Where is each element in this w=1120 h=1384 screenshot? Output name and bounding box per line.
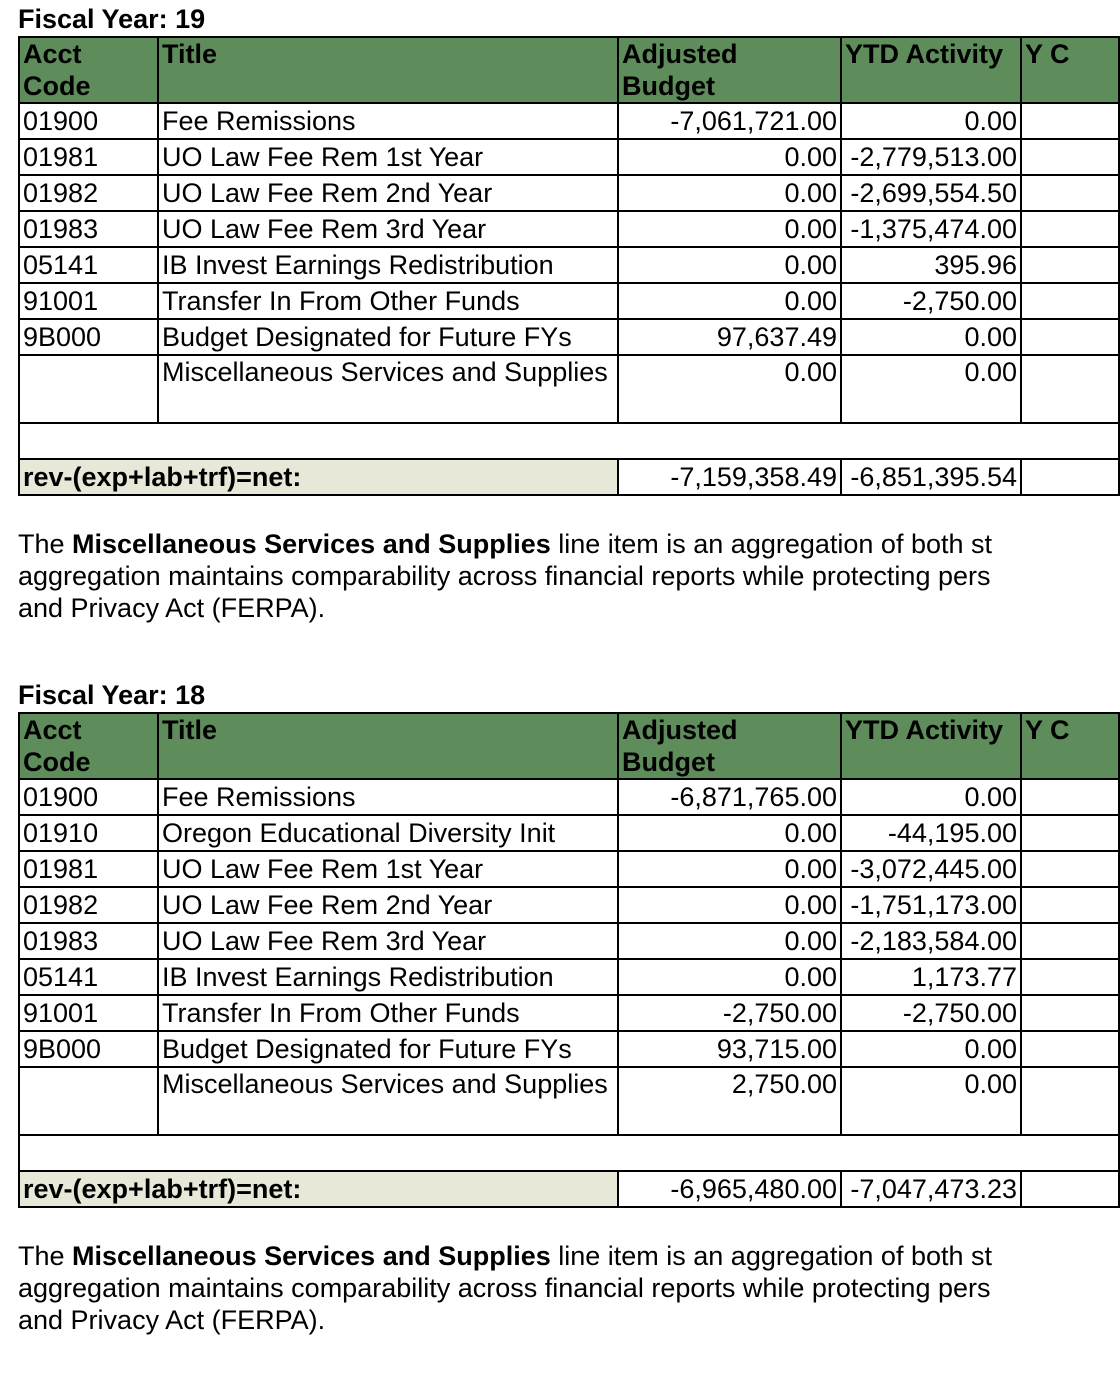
table-row bbox=[19, 887, 1119, 923]
fy19-table bbox=[18, 36, 1120, 496]
ytd-activity-cell: 0.00 bbox=[841, 1067, 1021, 1135]
note-prefix: The bbox=[18, 1241, 73, 1271]
table-row bbox=[19, 319, 1119, 355]
header-extra: Y C bbox=[1021, 37, 1119, 103]
note-bold: Miscellaneous Services and Supplies bbox=[72, 529, 551, 559]
note-line2: aggregation maintains comparability across financial reports while protecting pers bbox=[18, 1273, 991, 1303]
note-prefix: The bbox=[18, 529, 73, 559]
ytd-activity-cell: -1,751,173.00 bbox=[841, 887, 1021, 923]
ytd-activity-cell: -2,750.00 bbox=[841, 283, 1021, 319]
fy19-body bbox=[19, 103, 1119, 495]
acct-code-cell bbox=[19, 1067, 158, 1135]
header-adjusted-budget: Adjusted Budget bbox=[618, 37, 841, 103]
adjusted-budget-cell: 0.00 bbox=[618, 211, 841, 247]
note-suffix: line item is an aggregation of both st bbox=[550, 1241, 993, 1271]
ytd-activity-cell: 0.00 bbox=[841, 355, 1021, 423]
misc-row bbox=[19, 1067, 1119, 1135]
title-cell: UO Law Fee Rem 1st Year bbox=[158, 851, 618, 887]
table-row bbox=[19, 103, 1119, 139]
ytd-activity-cell: -2,779,513.00 bbox=[841, 139, 1021, 175]
acct-code-cell: 01982 bbox=[19, 175, 158, 211]
total-row bbox=[19, 1171, 1119, 1207]
extra-cell bbox=[1021, 355, 1119, 423]
header-title: Title bbox=[158, 37, 618, 103]
ytd-activity-cell: -2,183,584.00 bbox=[841, 923, 1021, 959]
acct-code-cell: 05141 bbox=[19, 247, 158, 283]
note-bold: Miscellaneous Services and Supplies bbox=[72, 1241, 551, 1271]
title-cell: UO Law Fee Rem 1st Year bbox=[158, 139, 618, 175]
extra-cell bbox=[1021, 815, 1119, 851]
note-line3: and Privacy Act (FERPA). bbox=[18, 1305, 326, 1335]
adjusted-budget-cell: 0.00 bbox=[618, 283, 841, 319]
adjusted-budget-cell: 0.00 bbox=[618, 959, 841, 995]
extra-cell bbox=[1021, 283, 1119, 319]
ytd-activity-cell: 1,173.77 bbox=[841, 959, 1021, 995]
title-cell: IB Invest Earnings Redistribution bbox=[158, 959, 618, 995]
ytd-activity-cell: 0.00 bbox=[841, 319, 1021, 355]
title-cell: Fee Remissions bbox=[158, 103, 618, 139]
total-label: rev-(exp+lab+trf)=net: bbox=[19, 1171, 618, 1207]
extra-cell bbox=[1021, 1031, 1119, 1067]
spacer-row bbox=[19, 1135, 1119, 1171]
table-row bbox=[19, 247, 1119, 283]
ytd-activity-cell: -3,072,445.00 bbox=[841, 851, 1021, 887]
extra-cell bbox=[1021, 319, 1119, 355]
adjusted-budget-cell: 0.00 bbox=[618, 923, 841, 959]
title-cell: Oregon Educational Diversity Init bbox=[158, 815, 618, 851]
acct-code-cell: 01982 bbox=[19, 887, 158, 923]
table-row bbox=[19, 139, 1119, 175]
title-cell: Miscellaneous Services and Supplies bbox=[158, 1067, 618, 1135]
note-line3: and Privacy Act (FERPA). bbox=[18, 593, 326, 623]
title-cell: Fee Remissions bbox=[158, 779, 618, 815]
table-row bbox=[19, 851, 1119, 887]
extra-cell bbox=[1021, 923, 1119, 959]
note-suffix: line item is an aggregation of both st bbox=[550, 529, 993, 559]
header-acct-code: Acct Code bbox=[19, 37, 158, 103]
acct-code-cell: 01983 bbox=[19, 923, 158, 959]
fy18-body bbox=[19, 779, 1119, 1207]
adjusted-budget-cell: 0.00 bbox=[618, 139, 841, 175]
header-ytd-activity: YTD Activity bbox=[841, 37, 1021, 103]
extra-cell bbox=[1021, 995, 1119, 1031]
acct-code-cell: 01981 bbox=[19, 851, 158, 887]
ytd-activity-cell: 395.96 bbox=[841, 247, 1021, 283]
acct-code-cell: 91001 bbox=[19, 995, 158, 1031]
acct-code-cell: 9B000 bbox=[19, 1031, 158, 1067]
ytd-activity-cell: 0.00 bbox=[841, 103, 1021, 139]
adjusted-budget-cell: 0.00 bbox=[618, 355, 841, 423]
table-row bbox=[19, 283, 1119, 319]
spacer-row bbox=[19, 423, 1119, 459]
total-row bbox=[19, 459, 1119, 495]
fy18-table bbox=[18, 712, 1120, 1208]
extra-cell bbox=[1021, 175, 1119, 211]
acct-code-cell: 01910 bbox=[19, 815, 158, 851]
extra-cell bbox=[1021, 247, 1119, 283]
title-cell: Transfer In From Other Funds bbox=[158, 995, 618, 1031]
header-title: Title bbox=[158, 713, 618, 779]
adjusted-budget-cell: -7,061,721.00 bbox=[618, 103, 841, 139]
fy18-section bbox=[18, 680, 1118, 1336]
table-row bbox=[19, 815, 1119, 851]
header-extra: Y C bbox=[1021, 713, 1119, 779]
table-row bbox=[19, 175, 1119, 211]
title-cell: UO Law Fee Rem 3rd Year bbox=[158, 923, 618, 959]
misc-row bbox=[19, 355, 1119, 423]
adjusted-budget-cell: 97,637.49 bbox=[618, 319, 841, 355]
title-cell: UO Law Fee Rem 3rd Year bbox=[158, 211, 618, 247]
total-budget-cell: -7,159,358.49 bbox=[618, 459, 841, 495]
table-row bbox=[19, 211, 1119, 247]
table-header-row bbox=[19, 713, 1119, 779]
total-ytd-cell: -7,047,473.23 bbox=[841, 1171, 1021, 1207]
fy19-section bbox=[18, 4, 1118, 624]
adjusted-budget-cell: -6,871,765.00 bbox=[618, 779, 841, 815]
extra-cell bbox=[1021, 851, 1119, 887]
acct-code-cell: 01900 bbox=[19, 779, 158, 815]
ytd-activity-cell: 0.00 bbox=[841, 779, 1021, 815]
title-cell: Transfer In From Other Funds bbox=[158, 283, 618, 319]
fy19-heading: Fiscal Year: 19 bbox=[18, 4, 206, 34]
spacer-cell bbox=[19, 423, 1119, 459]
adjusted-budget-cell: 0.00 bbox=[618, 851, 841, 887]
spacer-cell bbox=[19, 1135, 1119, 1171]
ytd-activity-cell: 0.00 bbox=[841, 1031, 1021, 1067]
fy18-note bbox=[18, 1240, 1118, 1336]
extra-cell bbox=[1021, 959, 1119, 995]
ytd-activity-cell: -1,375,474.00 bbox=[841, 211, 1021, 247]
extra-cell bbox=[1021, 139, 1119, 175]
fy18-heading: Fiscal Year: 18 bbox=[18, 680, 206, 710]
title-cell: Budget Designated for Future FYs bbox=[158, 319, 618, 355]
adjusted-budget-cell: 0.00 bbox=[618, 815, 841, 851]
extra-cell bbox=[1021, 103, 1119, 139]
title-cell: Miscellaneous Services and Supplies bbox=[158, 355, 618, 423]
table-row bbox=[19, 923, 1119, 959]
note-line2: aggregation maintains comparability across financial reports while protecting pers bbox=[18, 561, 991, 591]
adjusted-budget-cell: 0.00 bbox=[618, 175, 841, 211]
total-label: rev-(exp+lab+trf)=net: bbox=[19, 459, 618, 495]
adjusted-budget-cell: 93,715.00 bbox=[618, 1031, 841, 1067]
header-adjusted-budget: Adjusted Budget bbox=[618, 713, 841, 779]
ytd-activity-cell: -2,750.00 bbox=[841, 995, 1021, 1031]
header-ytd-activity: YTD Activity bbox=[841, 713, 1021, 779]
total-budget-cell: -6,965,480.00 bbox=[618, 1171, 841, 1207]
adjusted-budget-cell: -2,750.00 bbox=[618, 995, 841, 1031]
adjusted-budget-cell: 2,750.00 bbox=[618, 1067, 841, 1135]
total-ytd-cell: -6,851,395.54 bbox=[841, 459, 1021, 495]
extra-cell bbox=[1021, 779, 1119, 815]
acct-code-cell: 01983 bbox=[19, 211, 158, 247]
acct-code-cell: 01900 bbox=[19, 103, 158, 139]
table-header-row bbox=[19, 37, 1119, 103]
table-row bbox=[19, 779, 1119, 815]
acct-code-cell: 9B000 bbox=[19, 319, 158, 355]
table-row bbox=[19, 1031, 1119, 1067]
extra-cell bbox=[1021, 1067, 1119, 1135]
title-cell: Budget Designated for Future FYs bbox=[158, 1031, 618, 1067]
ytd-activity-cell: -44,195.00 bbox=[841, 815, 1021, 851]
title-cell: UO Law Fee Rem 2nd Year bbox=[158, 887, 618, 923]
ytd-activity-cell: -2,699,554.50 bbox=[841, 175, 1021, 211]
acct-code-cell: 05141 bbox=[19, 959, 158, 995]
adjusted-budget-cell: 0.00 bbox=[618, 247, 841, 283]
extra-cell bbox=[1021, 887, 1119, 923]
extra-cell bbox=[1021, 211, 1119, 247]
table-row bbox=[19, 959, 1119, 995]
header-acct-code: Acct Code bbox=[19, 713, 158, 779]
extra-cell bbox=[1021, 459, 1119, 495]
title-cell: UO Law Fee Rem 2nd Year bbox=[158, 175, 618, 211]
adjusted-budget-cell: 0.00 bbox=[618, 887, 841, 923]
acct-code-cell: 01981 bbox=[19, 139, 158, 175]
table-row bbox=[19, 995, 1119, 1031]
acct-code-cell bbox=[19, 355, 158, 423]
title-cell: IB Invest Earnings Redistribution bbox=[158, 247, 618, 283]
extra-cell bbox=[1021, 1171, 1119, 1207]
fy19-note bbox=[18, 528, 1118, 624]
acct-code-cell: 91001 bbox=[19, 283, 158, 319]
